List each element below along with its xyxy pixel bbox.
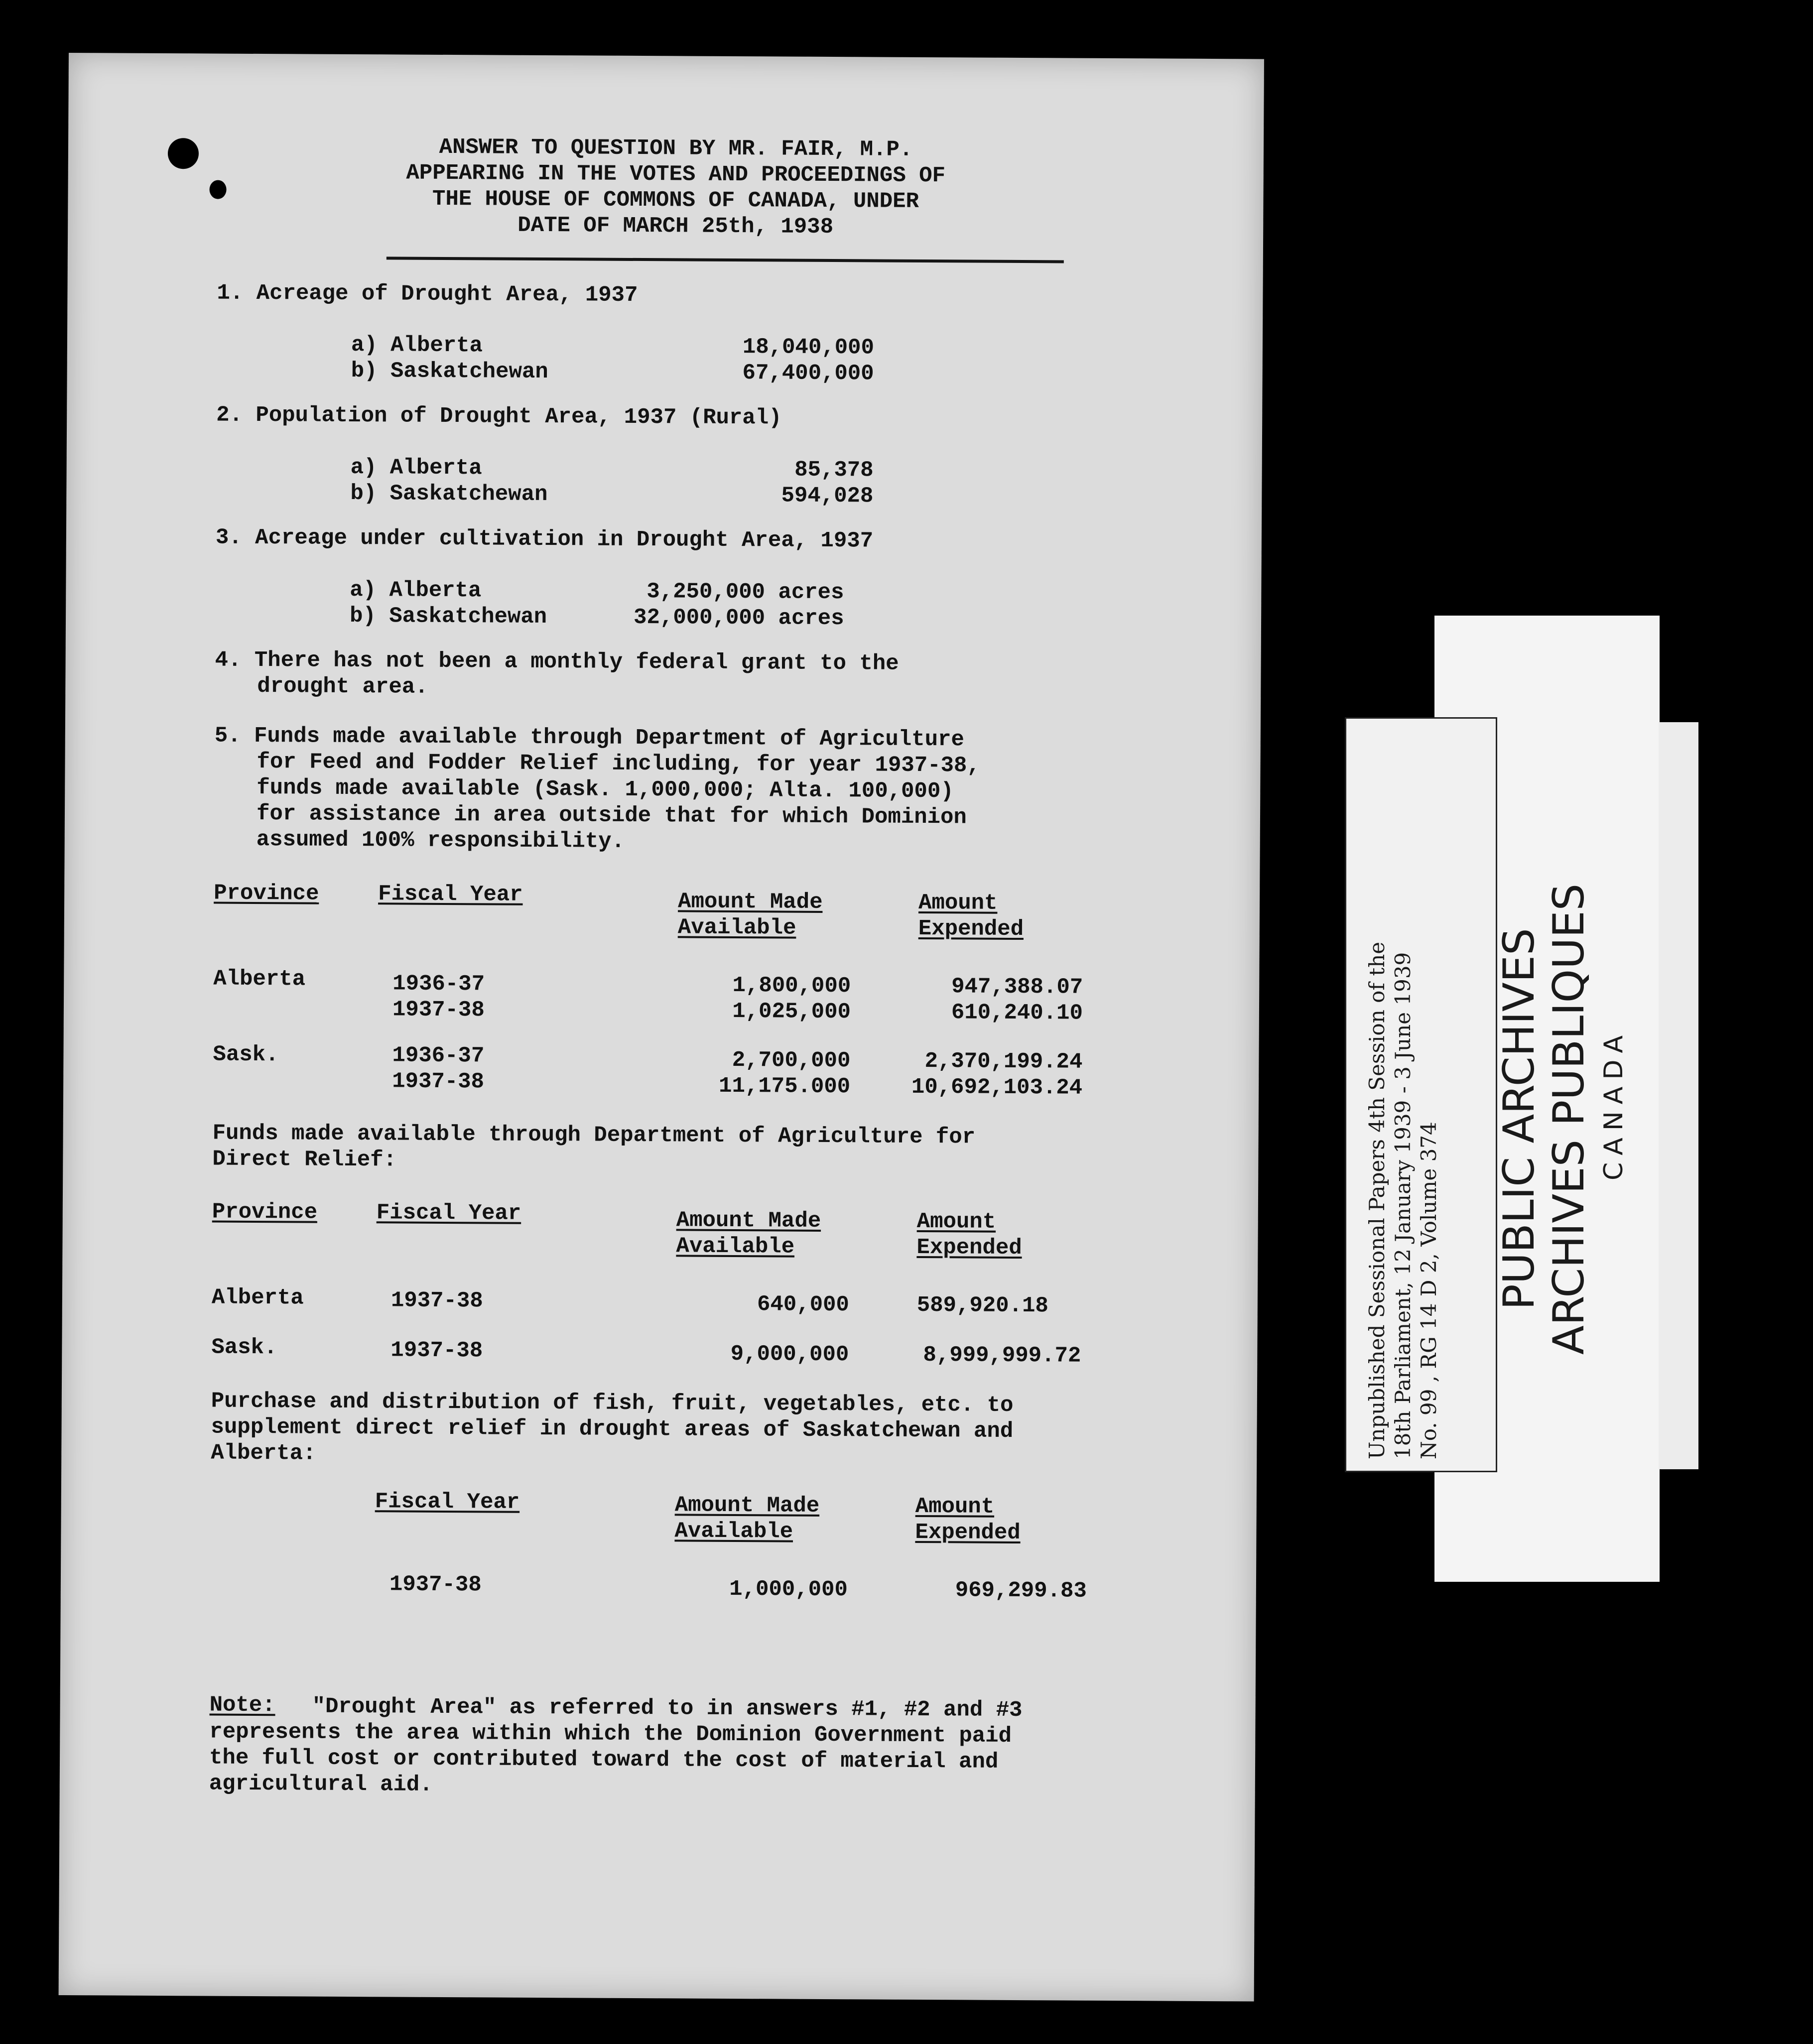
q4-line-1: 4. There has not been a monthly federal grant to the [215,647,899,676]
q1-sask-label: b) Saskatchewan [351,358,548,385]
q1-alberta-value: 18,040,000 [742,335,875,361]
t2-row-province: Sask. [211,1335,277,1361]
purchase-line-1: Purchase and distribution of fish, fruit, vegetables, etc. to [211,1389,1014,1418]
q2-alberta-value: 85,378 [794,457,874,483]
direct-line-1: Funds made available through Department of Agriculture for [212,1121,976,1150]
q2-alberta-label: a) Alberta [350,455,482,481]
q5-line-3: funds made available (Sask. 1,000,000; Alta. 100,000) [257,775,954,804]
t1-row-made: 1,025,000 [732,999,851,1025]
t1-row-year: 1937-38 [392,1069,485,1095]
t3-row-made: 1,000,000 [729,1576,848,1603]
t2-col-made-2: Available [676,1234,795,1260]
q2-sask-label: b) Saskatchewan [350,481,548,508]
t1-row-year: 1936-37 [392,1043,485,1069]
t2-row-year: 1937-38 [390,1288,483,1314]
purchase-line-3: Alberta: [211,1440,316,1466]
q1-sask-value: 67,400,000 [742,361,874,386]
q2-sask-value: 594,028 [781,483,874,509]
q1-title: 1. Acreage of Drought Area, 1937 [217,280,638,308]
t2-row-made: 9,000,000 [730,1341,849,1368]
note-line-3: the full cost or contributed toward the cost of material and [209,1745,999,1775]
q5-line-1: 5. Funds made available through Department of Agriculture [214,723,964,753]
archive-label-line-2: 18th Parliament, 12 January 1939 - 3 June 1939 [1391,952,1415,1459]
t1-row-expended: 947,388.07 [951,974,1083,1000]
note-line-2: represents the area within which the Dominion Government paid [209,1719,1012,1749]
t1-col-made-2: Available [677,915,796,941]
t3-col-made-2: Available [674,1519,793,1544]
t2-row-expended: 589,920.18 [916,1292,1048,1319]
q1-alberta-label: a) Alberta [351,332,483,359]
t2-col-exp-1: Amount [916,1209,996,1235]
t2-row-made: 640,000 [757,1292,849,1318]
t1-row-made: 11,175.000 [718,1073,851,1100]
direct-line-2: Direct Relief: [212,1147,397,1173]
t3-col-exp-1: Amount [915,1494,995,1520]
header-line-2: APPEARING IN THE VOTES AND PROCEEDINGS OF [406,160,946,189]
t1-row-year: 1936-37 [392,971,485,997]
q3-sask-label: b) Saskatchewan [349,603,547,630]
archive-brand-line-1: PUBLIC ARCHIVES [1494,928,1544,1310]
punch-hole [168,138,199,169]
t1-col-exp-1: Amount [918,890,998,916]
q3-sask-value: 32,000,000 acres [633,605,844,632]
purchase-line-2: supplement direct relief in drought areas of Saskatchewan and [211,1414,1014,1444]
q3-alberta-value: 3,250,000 acres [647,579,844,606]
t1-row-expended: 10,692,103.24 [911,1074,1083,1101]
q5-line-4: for assistance in area outside that for which Dominion [256,801,967,830]
q4-line-2: drought area. [257,673,428,700]
t1-row-province: Alberta [213,966,306,992]
t1-col-exp-2: Expended [918,916,1024,942]
t3-col-exp-2: Expended [915,1520,1021,1546]
q5-line-5: assumed 100% responsibility. [256,827,625,854]
t1-row-made: 2,700,000 [732,1048,851,1074]
archive-brand-line-2: ARCHIVES PUBLIQUES [1544,883,1594,1355]
header-rule [387,256,1064,263]
header-line-4: DATE OF MARCH 25th, 1938 [518,213,834,240]
t3-col-made-1: Amount Made [674,1493,820,1519]
header-line-1: ANSWER TO QUESTION BY MR. FAIR, M.P. [439,134,913,162]
archive-label-line-3: No. 99 , RG 14 D 2, Volume 374 [1417,1122,1441,1459]
t3-row-year: 1937-38 [389,1572,482,1598]
archive-label-flap [1659,722,1698,1469]
archive-brand-line-3: CANADA [1599,1028,1629,1180]
t1-row-made: 1,800,000 [732,973,851,999]
t2-col-province: Province [212,1199,318,1225]
t3-row-expended: 969,299.83 [955,1578,1087,1604]
t1-row-expended: 2,370,199.24 [924,1049,1083,1075]
t2-row-province: Alberta [211,1285,304,1311]
q3-alberta-label: a) Alberta [350,577,482,604]
t1-col-fiscal-year: Fiscal Year [378,882,523,907]
t3-col-fiscal-year: Fiscal Year [375,1489,520,1515]
t1-row-expended: 610,240.10 [951,1000,1083,1026]
q3-title: 3. Acreage under cultivation in Drought Area, 1937 [215,525,874,554]
q2-title: 2. Population of Drought Area, 1937 (Rural) [216,402,782,431]
header-line-3: THE HOUSE OF COMMONS OF CANADA, UNDER [432,186,919,214]
t1-col-made-1: Amount Made [677,889,823,915]
t2-col-fiscal-year: Fiscal Year [376,1200,521,1226]
t2-row-expended: 8,999,999.72 [923,1343,1081,1369]
archive-label-line-1: Unpublished Sessional Papers 4th Session of the [1365,941,1389,1459]
note-line-4: agricultural aid. [209,1771,433,1797]
t2-col-made-1: Amount Made [676,1208,821,1234]
t1-col-province: Province [214,881,319,906]
t2-row-year: 1937-38 [390,1338,483,1364]
t2-col-exp-2: Expended [916,1235,1022,1261]
note-label: Note: [209,1692,275,1718]
document-page [59,53,1264,2002]
punch-hole [209,180,226,199]
q5-line-2: for Feed and Fodder Relief including, for year 1937-38, [257,749,980,778]
note-line-1: "Drought Area" as referred to in answers #1, #2 and #3 [312,1694,1023,1723]
t1-row-year: 1937-38 [392,997,485,1023]
t1-row-province: Sask. [213,1042,279,1068]
